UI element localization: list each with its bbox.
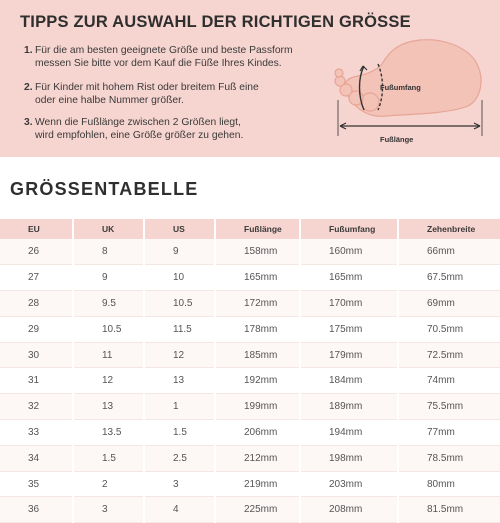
cell-toe-width: 67.5mm [398,265,500,291]
cell-uk: 13.5 [73,420,144,446]
cell-foot-circumference: 160mm [300,239,398,265]
cell-foot-length: 212mm [215,445,300,471]
tip-number: 3. [24,117,33,128]
table-row [0,291,500,317]
cell-toe-width: 70.5mm [398,316,500,342]
cell-us: 4 [144,497,215,523]
cell-foot-circumference: 165mm [300,265,398,291]
cell-uk: 13 [73,394,144,420]
table-row [0,420,500,446]
cell-foot-length: 165mm [215,265,300,291]
cell-toe-width: 81.5mm [398,497,500,523]
cell-eu: 35 [0,471,73,497]
cell-us: 3 [144,471,215,497]
cell-uk: 11 [73,342,144,368]
size-table-header-row [0,219,500,239]
cell-us: 10.5 [144,291,215,317]
foot-measurement-illustration [330,38,490,150]
cell-foot-length: 219mm [215,471,300,497]
tip-text-line: Für die am besten geeignete Größe und beste Passform [35,45,293,56]
cell-foot-circumference: 184mm [300,368,398,394]
tips-banner [0,0,500,157]
table-row [0,497,500,523]
cell-foot-circumference: 194mm [300,420,398,446]
cell-us: 12 [144,342,215,368]
cell-eu: 31 [0,368,73,394]
foot-length-label: Fußlänge [380,135,414,144]
tip-text-line: wird empfohlen, eine Größe größer zu gehen. [35,129,244,141]
column-header-toe-width: Zehenbreite [398,219,500,239]
table-row [0,265,500,291]
column-header-foot-length: Fußlänge [215,219,300,239]
cell-toe-width: 74mm [398,368,500,394]
cell-eu: 30 [0,342,73,368]
cell-toe-width: 80mm [398,471,500,497]
tip-text-line: oder eine halbe Nummer größer. [35,94,184,106]
cell-toe-width: 66mm [398,239,500,265]
cell-uk: 9 [73,265,144,291]
tip-number: 2. [24,82,33,93]
cell-foot-length: 178mm [215,316,300,342]
table-row [0,342,500,368]
cell-us: 1 [144,394,215,420]
table-row [0,239,500,265]
foot-circumference-label: Fußumfang [380,83,421,92]
cell-us: 10 [144,265,215,291]
cell-toe-width: 69mm [398,291,500,317]
cell-uk: 10.5 [73,316,144,342]
cell-uk: 9.5 [73,291,144,317]
cell-uk: 1.5 [73,445,144,471]
cell-eu: 29 [0,316,73,342]
cell-eu: 33 [0,420,73,446]
tip-number: 1. [24,45,33,56]
table-row [0,394,500,420]
cell-foot-length: 225mm [215,497,300,523]
cell-us: 9 [144,239,215,265]
cell-us: 11.5 [144,316,215,342]
cell-foot-circumference: 198mm [300,445,398,471]
cell-foot-length: 206mm [215,420,300,446]
cell-toe-width: 78.5mm [398,445,500,471]
table-row [0,316,500,342]
cell-us: 2.5 [144,445,215,471]
cell-eu: 32 [0,394,73,420]
column-header-uk: UK [73,219,144,239]
tip-text-line: Für Kinder mit hohem Rist oder breitem Fuß eine [35,82,259,93]
cell-eu: 34 [0,445,73,471]
size-chart-title: GRÖSSENTABELLE [10,179,199,199]
cell-foot-length: 185mm [215,342,300,368]
cell-uk: 8 [73,239,144,265]
cell-foot-length: 192mm [215,368,300,394]
cell-eu: 28 [0,291,73,317]
cell-foot-circumference: 203mm [300,471,398,497]
cell-us: 13 [144,368,215,394]
cell-toe-width: 75.5mm [398,394,500,420]
column-header-foot-circumference: Fußumfang [300,219,398,239]
cell-foot-length: 158mm [215,239,300,265]
cell-eu: 26 [0,239,73,265]
tip-text-line: messen Sie bitte vor dem Kauf die Füße Ihres Kindes. [35,57,282,69]
table-row [0,368,500,394]
cell-uk: 12 [73,368,144,394]
size-table [0,219,500,523]
cell-foot-circumference: 208mm [300,497,398,523]
cell-eu: 27 [0,265,73,291]
table-row [0,445,500,471]
cell-eu: 36 [0,497,73,523]
cell-foot-circumference: 189mm [300,394,398,420]
cell-foot-length: 172mm [215,291,300,317]
cell-toe-width: 77mm [398,420,500,446]
cell-foot-length: 199mm [215,394,300,420]
cell-uk: 3 [73,497,144,523]
cell-foot-circumference: 179mm [300,342,398,368]
cell-toe-width: 72.5mm [398,342,500,368]
column-header-eu: EU [0,219,73,239]
cell-us: 1.5 [144,420,215,446]
cell-foot-circumference: 175mm [300,316,398,342]
table-row [0,471,500,497]
cell-foot-circumference: 170mm [300,291,398,317]
cell-uk: 2 [73,471,144,497]
foot-icon [330,38,490,150]
tips-title: TIPPS ZUR AUSWAHL DER RICHTIGEN GRÖSSE [20,13,411,31]
tip-text-line: Wenn die Fußlänge zwischen 2 Größen liegt, [35,117,241,128]
column-header-us: US [144,219,215,239]
